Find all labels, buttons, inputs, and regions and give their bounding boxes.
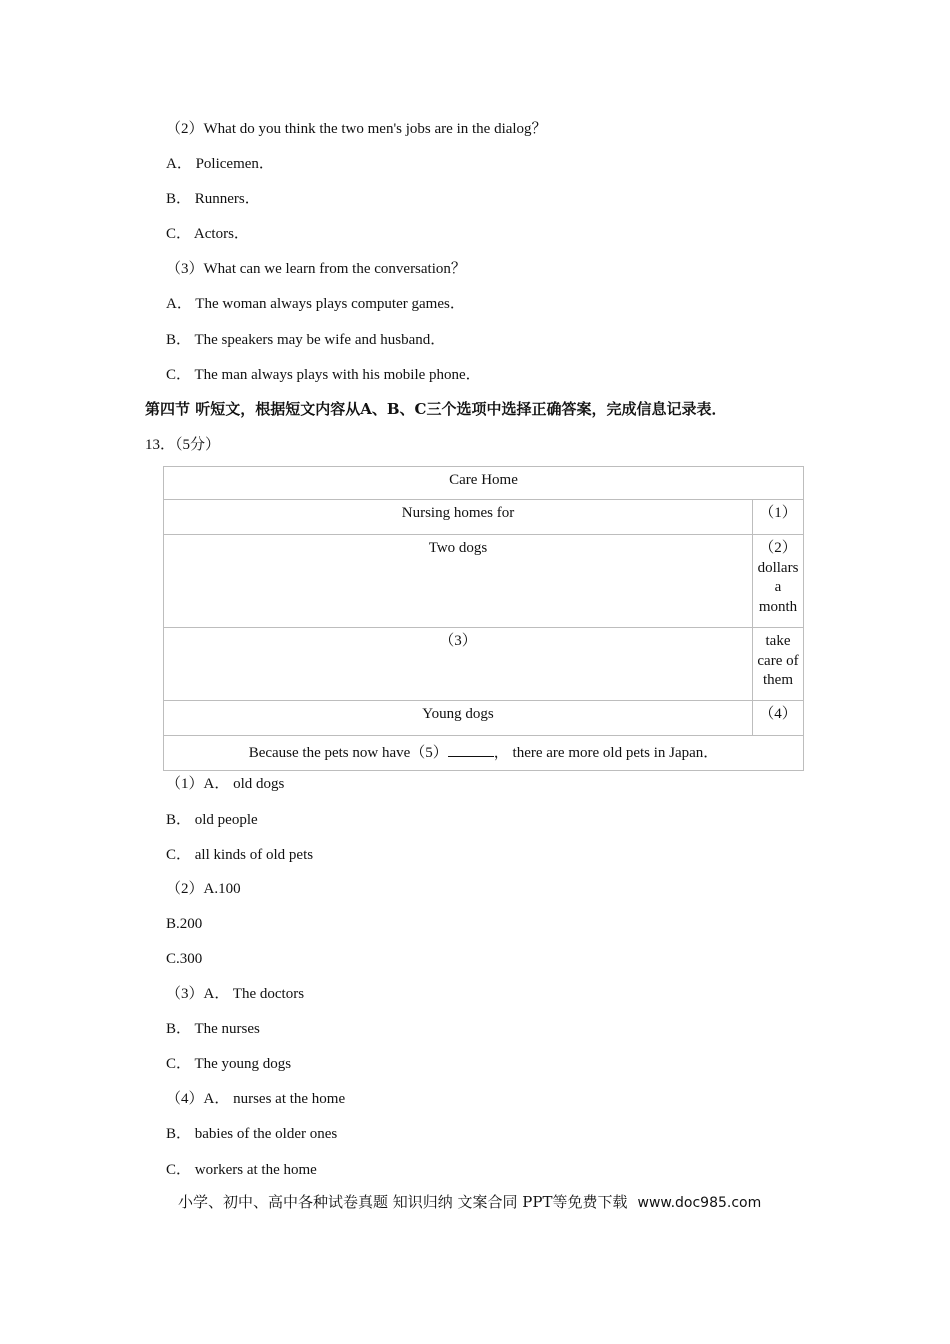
table-title: Care Home bbox=[164, 467, 804, 500]
table-row bbox=[164, 628, 804, 701]
question-stem: （3）What can we learn from the conversation？ bbox=[166, 261, 466, 277]
page-footer bbox=[178, 1191, 761, 1212]
table-cell: （1） bbox=[753, 500, 804, 535]
table-cell: Young dogs bbox=[164, 701, 753, 736]
option-line: B.200 bbox=[166, 916, 203, 932]
footer-url[interactable]: www.doc985.com bbox=[637, 1195, 762, 1211]
option-line: C.300 bbox=[166, 951, 203, 967]
option-b: B． The speakers may be wife and husband． bbox=[166, 332, 446, 348]
section-heading: 第四节 听短文，根据短文内容从A、B、C三个选项中选择正确答案，完成信息记录表． bbox=[145, 400, 727, 418]
answer-blank bbox=[448, 742, 494, 757]
option-line: （1）A． old dogs bbox=[166, 776, 285, 792]
option-c: C． Actors． bbox=[166, 226, 249, 242]
table-row bbox=[164, 736, 804, 771]
option-line: （2）A.100 bbox=[166, 881, 241, 897]
option-line: C． The young dogs bbox=[166, 1056, 292, 1072]
table-cell: （4） bbox=[753, 701, 804, 736]
info-record-table bbox=[163, 466, 804, 771]
option-a: A． Policemen． bbox=[166, 156, 274, 172]
option-line: B． The nurses bbox=[166, 1021, 260, 1037]
sentence-end: ， there are more old pets in Japan． bbox=[493, 745, 719, 762]
option-line: B． old people bbox=[166, 812, 258, 828]
option-a: A． The woman always plays computer games． bbox=[166, 296, 465, 312]
option-c: C． The man always plays with his mobile phone． bbox=[166, 367, 481, 383]
footer-text: 小学、初中、高中各种试卷真题 知识归纳 文案合同 PPT等免费下载 bbox=[178, 1193, 628, 1211]
table-cell: （3） bbox=[164, 628, 753, 701]
table-cell: Two dogs bbox=[164, 535, 753, 628]
option-b: B． Runners． bbox=[166, 191, 260, 207]
table-cell bbox=[164, 736, 804, 771]
table-cell: （2）dollars a month bbox=[753, 535, 804, 628]
option-line: B． babies of the older ones bbox=[166, 1126, 338, 1142]
question-number: 13．（5分） bbox=[145, 437, 221, 453]
table-row bbox=[164, 535, 804, 628]
table-row bbox=[164, 701, 804, 736]
table-row bbox=[164, 500, 804, 535]
option-line: （3）A． The doctors bbox=[166, 986, 305, 1002]
question-stem: （2）What do you think the two men's jobs are in the dialog？ bbox=[166, 121, 547, 137]
sentence-start: Because the pets now have（5） bbox=[248, 745, 448, 762]
option-line: （4）A． nurses at the home bbox=[166, 1091, 346, 1107]
table-cell: Nursing homes for bbox=[164, 500, 753, 535]
table-row bbox=[164, 467, 804, 500]
table-cell: take care of them bbox=[753, 628, 804, 701]
option-line: C． workers at the home bbox=[166, 1162, 317, 1178]
option-line: C． all kinds of old pets bbox=[166, 847, 314, 863]
